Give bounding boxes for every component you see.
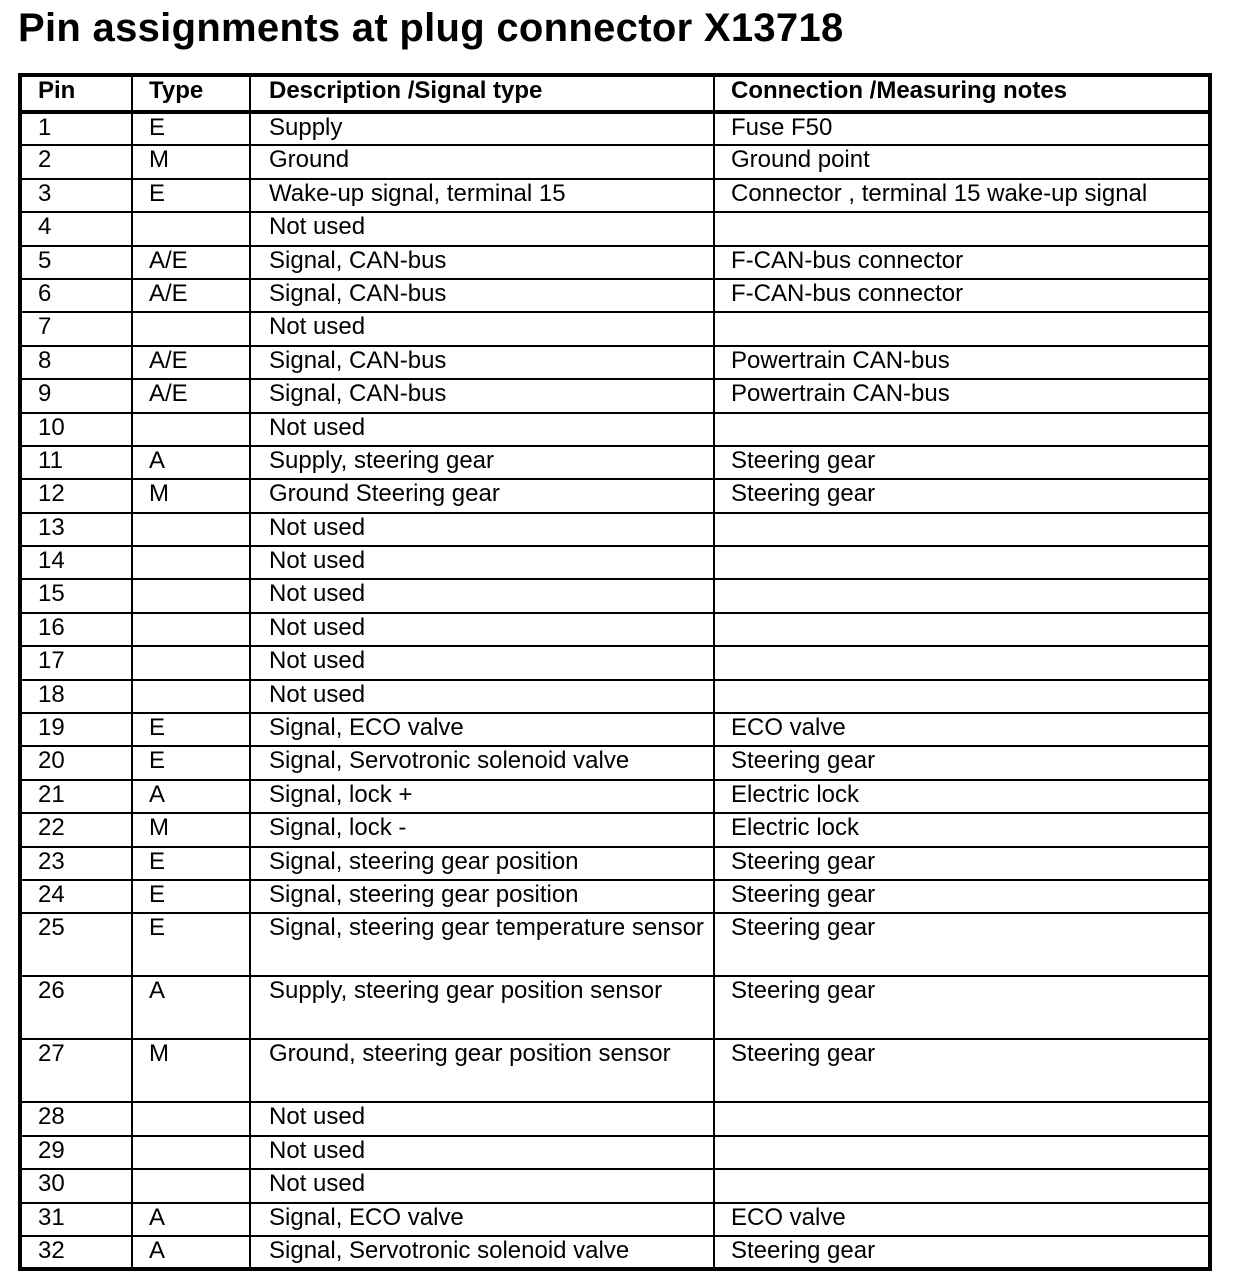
pin-cell: 13 [20, 513, 132, 546]
pin-cell: 2 [20, 145, 132, 178]
type-cell [132, 1102, 250, 1135]
pin-cell: 16 [20, 613, 132, 646]
pin-cell: 14 [20, 546, 132, 579]
pin-cell: 31 [20, 1203, 132, 1236]
description-cell: Supply [250, 112, 714, 145]
pin-cell: 4 [20, 212, 132, 245]
table-row [20, 613, 1210, 646]
pin-cell: 32 [20, 1236, 132, 1269]
pin-cell: 18 [20, 680, 132, 713]
description-cell: Signal, CAN-bus [250, 346, 714, 379]
connection-cell [714, 413, 1210, 446]
type-cell: E [132, 913, 250, 976]
connection-cell [714, 1102, 1210, 1135]
table-row [20, 513, 1210, 546]
table-row [20, 1039, 1210, 1102]
description-cell: Not used [250, 413, 714, 446]
connection-cell: ECO valve [714, 1203, 1210, 1236]
table-row [20, 346, 1210, 379]
table-row [20, 1169, 1210, 1202]
connection-cell [714, 613, 1210, 646]
table-body [20, 112, 1210, 1269]
pin-cell: 30 [20, 1169, 132, 1202]
pin-cell: 11 [20, 446, 132, 479]
table-row [20, 179, 1210, 212]
connection-cell: F-CAN-bus connector [714, 279, 1210, 312]
description-cell: Signal, Servotronic solenoid valve [250, 746, 714, 779]
type-cell [132, 680, 250, 713]
pin-cell: 20 [20, 746, 132, 779]
table-row [20, 279, 1210, 312]
description-cell: Ground, steering gear position sensor [250, 1039, 714, 1102]
table-row [20, 479, 1210, 512]
table-row [20, 1203, 1210, 1236]
type-cell [132, 312, 250, 345]
description-cell: Signal, steering gear temperature sensor [250, 913, 714, 976]
pin-cell: 27 [20, 1039, 132, 1102]
description-cell: Signal, steering gear position [250, 880, 714, 913]
pin-cell: 21 [20, 780, 132, 813]
description-cell: Not used [250, 312, 714, 345]
description-cell: Signal, Servotronic solenoid valve [250, 1236, 714, 1269]
pin-cell: 3 [20, 179, 132, 212]
connection-cell [714, 212, 1210, 245]
connection-cell: Powertrain CAN-bus [714, 379, 1210, 412]
type-cell: A [132, 976, 250, 1039]
table-row [20, 446, 1210, 479]
connection-cell [714, 513, 1210, 546]
table-row [20, 546, 1210, 579]
pin-cell: 7 [20, 312, 132, 345]
pin-cell: 1 [20, 112, 132, 145]
description-cell: Not used [250, 646, 714, 679]
table-row [20, 847, 1210, 880]
pin-cell: 9 [20, 379, 132, 412]
description-cell: Signal, ECO valve [250, 1203, 714, 1236]
type-cell [132, 413, 250, 446]
description-cell: Not used [250, 1136, 714, 1169]
pin-cell: 15 [20, 579, 132, 612]
connection-cell: Steering gear [714, 976, 1210, 1039]
connection-cell [714, 646, 1210, 679]
connection-cell: ECO valve [714, 713, 1210, 746]
connection-cell [714, 546, 1210, 579]
description-cell: Signal, steering gear position [250, 847, 714, 880]
pin-cell: 23 [20, 847, 132, 880]
table-row [20, 1136, 1210, 1169]
table-row [20, 976, 1210, 1039]
connection-cell: Steering gear [714, 913, 1210, 976]
table-row [20, 413, 1210, 446]
connection-cell: Steering gear [714, 880, 1210, 913]
type-cell: E [132, 713, 250, 746]
pin-cell: 25 [20, 913, 132, 976]
pin-cell: 29 [20, 1136, 132, 1169]
table-row [20, 713, 1210, 746]
type-cell: E [132, 112, 250, 145]
table-row [20, 880, 1210, 913]
connection-cell: F-CAN-bus connector [714, 246, 1210, 279]
connection-cell [714, 1136, 1210, 1169]
description-cell: Not used [250, 513, 714, 546]
pin-cell: 19 [20, 713, 132, 746]
table-row [20, 379, 1210, 412]
table-row [20, 112, 1210, 145]
connection-cell: Connector , terminal 15 wake-up signal [714, 179, 1210, 212]
type-cell [132, 546, 250, 579]
connection-cell [714, 680, 1210, 713]
table-row [20, 680, 1210, 713]
table-row [20, 1236, 1210, 1269]
connection-cell: Fuse F50 [714, 112, 1210, 145]
table-row [20, 212, 1210, 245]
pin-cell: 10 [20, 413, 132, 446]
description-cell: Signal, CAN-bus [250, 246, 714, 279]
description-cell: Signal, lock + [250, 780, 714, 813]
table-row [20, 312, 1210, 345]
connection-cell [714, 1169, 1210, 1202]
description-cell: Not used [250, 212, 714, 245]
connection-cell [714, 579, 1210, 612]
type-cell: A/E [132, 346, 250, 379]
connection-cell: Steering gear [714, 1236, 1210, 1269]
connection-cell [714, 312, 1210, 345]
description-cell: Signal, CAN-bus [250, 379, 714, 412]
type-cell: A [132, 1203, 250, 1236]
type-cell: A [132, 1236, 250, 1269]
page-title: Pin assignments at plug connector X13718 [18, 6, 844, 50]
connection-cell: Steering gear [714, 479, 1210, 512]
type-cell: E [132, 746, 250, 779]
type-cell: M [132, 479, 250, 512]
table-row [20, 579, 1210, 612]
description-cell: Not used [250, 1102, 714, 1135]
type-cell: A/E [132, 379, 250, 412]
description-cell: Not used [250, 579, 714, 612]
type-cell [132, 212, 250, 245]
pin-cell: 28 [20, 1102, 132, 1135]
header-description: Description /Signal type [250, 75, 714, 112]
type-cell [132, 613, 250, 646]
description-cell: Not used [250, 1169, 714, 1202]
description-cell: Signal, ECO valve [250, 713, 714, 746]
description-cell: Supply, steering gear position sensor [250, 976, 714, 1039]
pin-cell: 6 [20, 279, 132, 312]
type-cell [132, 1136, 250, 1169]
pin-cell: 12 [20, 479, 132, 512]
table-row [20, 646, 1210, 679]
pin-cell: 22 [20, 813, 132, 846]
table-header [20, 75, 1210, 112]
table-row [20, 813, 1210, 846]
type-cell: A/E [132, 279, 250, 312]
description-cell: Not used [250, 680, 714, 713]
table-row [20, 746, 1210, 779]
pin-cell: 8 [20, 346, 132, 379]
description-cell: Not used [250, 546, 714, 579]
pin-cell: 24 [20, 880, 132, 913]
table-row [20, 1102, 1210, 1135]
connection-cell: Electric lock [714, 813, 1210, 846]
type-cell [132, 513, 250, 546]
table-row [20, 780, 1210, 813]
type-cell [132, 1169, 250, 1202]
connection-cell: Electric lock [714, 780, 1210, 813]
connection-cell: Powertrain CAN-bus [714, 346, 1210, 379]
pin-cell: 26 [20, 976, 132, 1039]
type-cell: A/E [132, 246, 250, 279]
description-cell: Ground [250, 145, 714, 178]
description-cell: Ground Steering gear [250, 479, 714, 512]
description-cell: Signal, lock - [250, 813, 714, 846]
pin-cell: 5 [20, 246, 132, 279]
header-type: Type [132, 75, 250, 112]
pin-assignment-table [18, 73, 1212, 1271]
description-cell: Signal, CAN-bus [250, 279, 714, 312]
type-cell: E [132, 880, 250, 913]
connection-cell: Steering gear [714, 847, 1210, 880]
connection-cell: Steering gear [714, 446, 1210, 479]
type-cell: M [132, 145, 250, 178]
connection-cell: Ground point [714, 145, 1210, 178]
type-cell [132, 579, 250, 612]
type-cell [132, 646, 250, 679]
type-cell: E [132, 847, 250, 880]
connection-cell: Steering gear [714, 746, 1210, 779]
type-cell: A [132, 780, 250, 813]
connection-cell: Steering gear [714, 1039, 1210, 1102]
table-row [20, 145, 1210, 178]
header-row [20, 75, 1210, 112]
table-row [20, 246, 1210, 279]
type-cell: M [132, 813, 250, 846]
table-row [20, 913, 1210, 976]
header-connection: Connection /Measuring notes [714, 75, 1210, 112]
type-cell: A [132, 446, 250, 479]
pin-cell: 17 [20, 646, 132, 679]
description-cell: Supply, steering gear [250, 446, 714, 479]
description-cell: Not used [250, 613, 714, 646]
type-cell: E [132, 179, 250, 212]
description-cell: Wake-up signal, terminal 15 [250, 179, 714, 212]
type-cell: M [132, 1039, 250, 1102]
header-pin: Pin [20, 75, 132, 112]
